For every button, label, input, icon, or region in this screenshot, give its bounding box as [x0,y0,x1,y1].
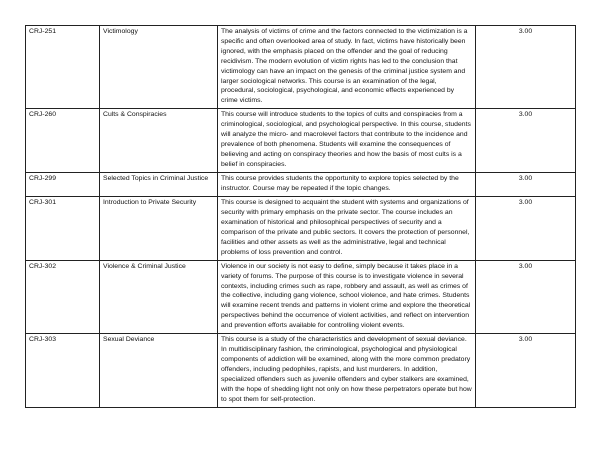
course-title: Cults & Conspiracies [100,109,218,173]
course-title: Victimology [100,26,218,109]
course-title: Selected Topics in Criminal Justice [100,172,218,197]
course-credits: 3.00 [476,109,576,173]
course-title: Introduction to Private Security [100,197,218,261]
course-description: This course is designed to acquaint the student with systems and organizations of security with primary emphasis on the private sector. The course includes an examination of historical and philosophical perspectives of security and a comparison of the private and public sectors. It covers the protection of personnel, facilities and other assets as well as the administrative, legal and technical problems of loss prevention and control. [218,197,476,261]
table-row [26,172,576,197]
table-row [26,334,576,408]
course-credits: 3.00 [476,334,576,408]
course-description: This course provides students the opportunity to explore topics selected by the instructor. Course may be repeated if the topic changes. [218,172,476,197]
course-description: Violence in our society is not easy to define, simply because it takes place in a variety of forums. The purpose of this course is to investigate violence in several contexts, including crimes such as rape, robbery and assault, as well as crimes of the collective, including gang violence, school violence, and hate crimes. Students will examine recent trends and patterns in violent crime and explore the theoretical perspectives behind the occurrence of violent activities, and reflect on intervention and prevention efforts available for controlling violent events. [218,260,476,334]
table-row [26,109,576,173]
course-title: Violence & Criminal Justice [100,260,218,334]
table-row [26,260,576,334]
table-row [26,26,576,109]
course-description: This course is a study of the characteristics and development of sexual deviance. In multidisciplinary fashion, the criminological, psychological and physiological components of addiction will be examined, along with the more common predatory offenders, including pedophiles, rapists, and lust murderers. In addition, specialized offenders such as juvenile offenders and cyber stalkers are examined, with the hope of shedding light not only on how these perpetrators operate but how to spot them for self-protection. [218,334,476,408]
table-row [26,197,576,261]
course-code: CRJ-260 [26,109,100,173]
course-credits: 3.00 [476,260,576,334]
course-description: The analysis of victims of crime and the factors connected to the victimization is a specific and often overlooked area of study. In fact, victims have historically been ignored, with the emphasis placed on the offender and the goal of reducing recidivism. The modern evolution of victim rights has led to the conclusion that victimology can have an impact on the genesis of the criminal justice system and larger sociological networks. This course is an examination of the legal, procedural, sociological, psychological, and economic effects experienced by crime victims. [218,26,476,109]
course-code: CRJ-303 [26,334,100,408]
course-credits: 3.00 [476,26,576,109]
course-credits: 3.00 [476,197,576,261]
course-description: This course will introduce students to the topics of cults and conspiracies from a criminological, sociological, and psychological perspective. In this course, students will analyze the micro- and macrolevel factors that contribute to the incidence and prevalence of both phenomena. Students will examine the consequences of believing and acting on conspiracy theories and how the basis of most cults is a belief in conspiracies. [218,109,476,173]
course-code: CRJ-299 [26,172,100,197]
course-table [25,25,576,408]
course-code: CRJ-251 [26,26,100,109]
course-credits: 3.00 [476,172,576,197]
course-code: CRJ-302 [26,260,100,334]
course-code: CRJ-301 [26,197,100,261]
course-title: Sexual Deviance [100,334,218,408]
